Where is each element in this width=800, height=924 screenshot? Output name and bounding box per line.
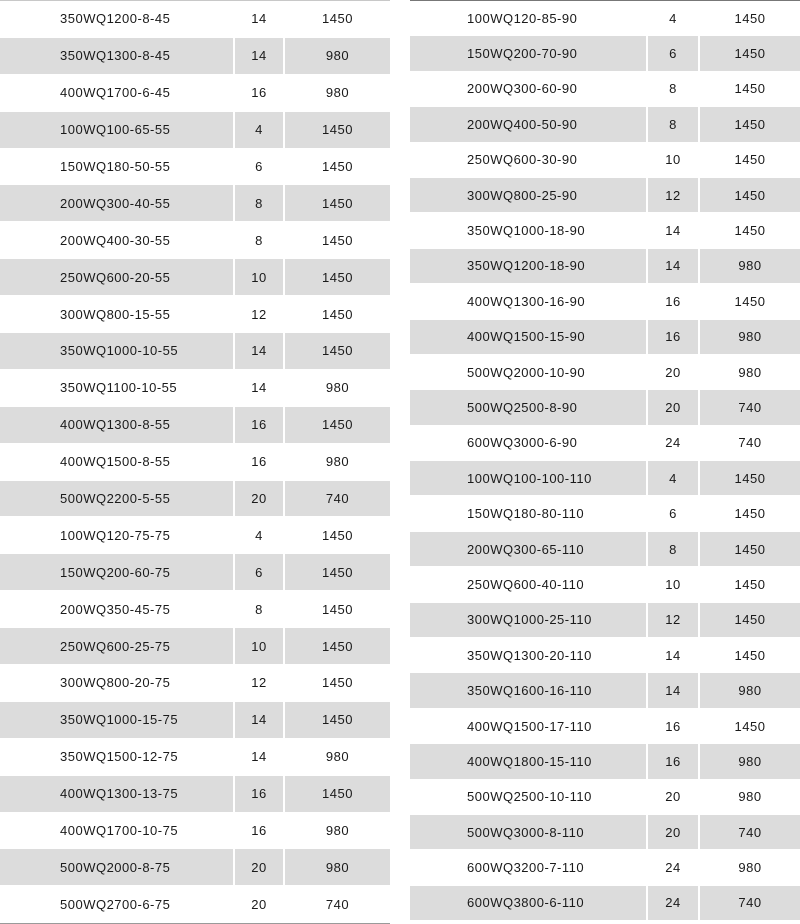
speed-cell: 980: [738, 329, 762, 345]
poles-cell: 12: [235, 665, 285, 701]
poles-cell: 8: [648, 107, 700, 141]
poles-cell: 14: [648, 638, 700, 672]
table-row: [0, 222, 390, 259]
model-cell: 150WQ180-50-55: [0, 149, 235, 185]
speed-cell: 1450: [734, 46, 766, 62]
speed-cell: 740: [325, 896, 350, 912]
speed-cell: 1450: [734, 576, 766, 592]
model-cell: 150WQ180-80-110: [410, 496, 648, 530]
table-row: [410, 567, 800, 602]
speed-cell: 1450: [734, 293, 766, 309]
speed-cell: 1450: [322, 527, 353, 543]
speed-cell: 980: [738, 789, 762, 805]
table-row: [410, 496, 800, 531]
poles-cell: 14: [648, 249, 700, 283]
model-cell: 350WQ1200-18-90: [410, 249, 648, 283]
model-cell: 350WQ1000-15-75: [0, 702, 235, 738]
table-row: [410, 744, 800, 779]
table-row: [410, 178, 800, 213]
model-cell: 500WQ2500-8-90: [410, 390, 648, 424]
speed-cell: 980: [738, 364, 762, 380]
table-row: [0, 149, 390, 186]
speed-cell: 1450: [322, 269, 353, 285]
poles-cell: 8: [648, 72, 700, 106]
speed-cell: 980: [738, 258, 762, 274]
speed-cell: 1450: [322, 786, 353, 802]
poles-cell: 12: [648, 178, 700, 212]
table-row: [0, 776, 390, 813]
poles-cell: 16: [235, 444, 285, 480]
poles-cell: 20: [648, 815, 700, 849]
model-cell: 300WQ1000-25-110: [410, 603, 648, 637]
speed-cell: 1450: [322, 712, 353, 728]
speed-cell: 980: [325, 85, 350, 101]
table-row: [0, 702, 390, 739]
table-row: [0, 38, 390, 75]
model-cell: 350WQ1300-20-110: [410, 638, 648, 672]
speed-cell: 740: [738, 895, 762, 911]
poles-cell: 16: [648, 284, 700, 318]
table-row: [0, 407, 390, 444]
table-row: [410, 249, 800, 284]
right-table: [410, 0, 800, 921]
table-row: [0, 481, 390, 518]
table-row: [0, 628, 390, 665]
poles-cell: 16: [235, 813, 285, 849]
table-row: [0, 75, 390, 112]
poles-cell: 6: [235, 554, 285, 590]
speed-cell: 1450: [322, 159, 353, 174]
poles-cell: 16: [648, 744, 700, 778]
poles-cell: 24: [648, 886, 700, 920]
table-row: [410, 603, 800, 638]
table-row: [410, 355, 800, 390]
poles-cell: 14: [235, 333, 285, 369]
poles-cell: 8: [235, 591, 285, 627]
speed-cell: 1450: [322, 11, 353, 27]
model-cell: 200WQ350-45-75: [0, 591, 235, 627]
poles-cell: 4: [648, 1, 700, 35]
model-cell: 200WQ300-65-110: [410, 532, 648, 566]
poles-cell: 10: [648, 567, 700, 601]
table-row: [0, 739, 390, 776]
speed-cell: 740: [738, 435, 762, 451]
speed-cell: 1450: [322, 417, 353, 433]
model-cell: 250WQ600-40-110: [410, 567, 648, 601]
model-cell: 350WQ1300-8-45: [0, 38, 235, 74]
poles-cell: 10: [235, 628, 285, 664]
speed-cell: 980: [325, 859, 350, 875]
table-row: [0, 849, 390, 886]
poles-cell: 16: [235, 776, 285, 812]
poles-cell: 8: [235, 222, 285, 258]
model-cell: 100WQ120-85-90: [410, 1, 648, 35]
poles-cell: 16: [235, 407, 285, 443]
table-row: [0, 259, 390, 296]
model-cell: 400WQ1700-10-75: [0, 813, 235, 849]
table-row: [410, 461, 800, 496]
model-cell: 600WQ3200-7-110: [410, 850, 648, 884]
speed-cell: 1450: [734, 718, 766, 734]
table-row: [410, 390, 800, 425]
table-row: [0, 517, 390, 554]
model-cell: 100WQ100-65-55: [0, 112, 235, 148]
table-row: [0, 296, 390, 333]
model-cell: 400WQ1700-6-45: [0, 75, 235, 111]
model-cell: 150WQ200-60-75: [0, 554, 235, 590]
table-row: [410, 36, 800, 71]
table-row: [0, 333, 390, 370]
poles-cell: 16: [648, 320, 700, 354]
speed-cell: 980: [325, 454, 350, 470]
speed-cell: 1450: [322, 306, 353, 322]
poles-cell: 24: [648, 850, 700, 884]
model-cell: 300WQ800-15-55: [0, 296, 235, 332]
poles-cell: 20: [648, 355, 700, 389]
poles-cell: 20: [235, 886, 285, 922]
speed-cell: 980: [325, 823, 350, 839]
speed-cell: 980: [325, 380, 350, 396]
speed-cell: 1450: [322, 122, 353, 138]
table-row: [410, 638, 800, 673]
model-cell: 400WQ1500-17-110: [410, 709, 648, 743]
model-cell: 250WQ600-30-90: [410, 143, 648, 177]
table-row: [0, 370, 390, 407]
speed-cell: 1450: [322, 675, 353, 691]
poles-cell: 20: [235, 849, 285, 885]
poles-cell: 20: [648, 390, 700, 424]
speed-cell: 740: [738, 399, 762, 415]
table-row: [410, 815, 800, 850]
poles-cell: 24: [648, 426, 700, 460]
model-cell: 600WQ3800-6-110: [410, 886, 648, 920]
model-cell: 500WQ2000-8-75: [0, 849, 235, 885]
left-table: [0, 0, 390, 924]
table-row: [410, 886, 800, 921]
model-cell: 250WQ600-25-75: [0, 628, 235, 664]
poles-cell: 14: [235, 38, 285, 74]
speed-cell: 1450: [322, 195, 353, 211]
speed-cell: 1450: [734, 506, 766, 522]
poles-cell: 6: [235, 149, 285, 185]
model-cell: 400WQ1500-15-90: [410, 320, 648, 354]
poles-cell: 16: [235, 75, 285, 111]
poles-cell: 8: [648, 532, 700, 566]
model-cell: 350WQ1000-18-90: [410, 213, 648, 247]
poles-cell: 4: [235, 517, 285, 553]
model-cell: 500WQ2000-10-90: [410, 355, 648, 389]
speed-cell: 1450: [322, 638, 353, 654]
model-cell: 350WQ1600-16-110: [410, 673, 648, 707]
poles-cell: 14: [648, 213, 700, 247]
speed-cell: 1450: [734, 470, 766, 486]
model-cell: 100WQ100-100-110: [410, 461, 648, 495]
speed-cell: 980: [738, 683, 762, 699]
table-row: [0, 591, 390, 628]
speed-cell: 1450: [734, 152, 766, 168]
speed-cell: 980: [325, 48, 350, 64]
speed-cell: 980: [325, 749, 350, 765]
speed-cell: 980: [738, 860, 762, 876]
table-row: [0, 112, 390, 149]
model-cell: 250WQ600-20-55: [0, 259, 235, 295]
speed-cell: 1450: [734, 81, 766, 97]
table-row: [410, 320, 800, 355]
model-cell: 500WQ3000-8-110: [410, 815, 648, 849]
speed-cell: 1450: [322, 564, 353, 580]
model-cell: 500WQ2500-10-110: [410, 780, 648, 814]
model-cell: 500WQ2200-5-55: [0, 481, 235, 517]
table-row: [410, 532, 800, 567]
model-cell: 350WQ1100-10-55: [0, 370, 235, 406]
table-row: [0, 886, 390, 923]
poles-cell: 12: [235, 296, 285, 332]
table-row: [0, 813, 390, 850]
table-row: [410, 284, 800, 319]
model-cell: 200WQ400-50-90: [410, 107, 648, 141]
speed-cell: 1450: [322, 232, 353, 248]
model-cell: 200WQ300-40-55: [0, 185, 235, 221]
model-cell: 400WQ1500-8-55: [0, 444, 235, 480]
table-row: [410, 107, 800, 142]
speed-cell: 1450: [734, 10, 766, 26]
table-row: [0, 665, 390, 702]
poles-cell: 14: [235, 370, 285, 406]
table-row: [410, 709, 800, 744]
table-row: [410, 72, 800, 107]
table-row: [0, 554, 390, 591]
table-row: [410, 213, 800, 248]
poles-cell: 4: [235, 112, 285, 148]
poles-cell: 20: [648, 780, 700, 814]
model-cell: 100WQ120-75-75: [0, 517, 235, 553]
speed-cell: 1450: [734, 187, 766, 203]
model-cell: 600WQ3000-6-90: [410, 426, 648, 460]
model-cell: 500WQ2700-6-75: [0, 886, 235, 922]
poles-cell: 20: [235, 481, 285, 517]
poles-cell: 14: [648, 673, 700, 707]
table-row: [410, 780, 800, 815]
model-cell: 400WQ1300-8-55: [0, 407, 235, 443]
model-cell: 200WQ400-30-55: [0, 222, 235, 258]
poles-cell: 8: [235, 185, 285, 221]
speed-cell: 1450: [734, 612, 766, 628]
table-row: [410, 143, 800, 178]
table-row: [410, 850, 800, 885]
poles-cell: 6: [648, 36, 700, 70]
speed-cell: 740: [738, 824, 762, 840]
poles-cell: 4: [648, 461, 700, 495]
table-row: [0, 185, 390, 222]
poles-cell: 16: [648, 709, 700, 743]
speed-cell: 1450: [734, 116, 766, 132]
table-row: [410, 673, 800, 708]
poles-cell: 10: [235, 259, 285, 295]
model-cell: 400WQ1300-13-75: [0, 776, 235, 812]
model-cell: 350WQ1200-8-45: [0, 1, 235, 37]
poles-cell: 12: [648, 603, 700, 637]
speed-cell: 1450: [734, 541, 766, 557]
speed-cell: 1450: [734, 647, 766, 663]
table-row: [410, 426, 800, 461]
speed-cell: 1450: [322, 343, 353, 359]
speed-cell: 1450: [734, 223, 766, 239]
model-cell: 400WQ1300-16-90: [410, 284, 648, 318]
table-row: [0, 1, 390, 38]
model-cell: 350WQ1000-10-55: [0, 333, 235, 369]
table-row: [410, 1, 800, 36]
speed-cell: 740: [325, 491, 350, 507]
poles-cell: 14: [235, 702, 285, 738]
poles-cell: 14: [235, 1, 285, 37]
poles-cell: 10: [648, 143, 700, 177]
model-cell: 400WQ1800-15-110: [410, 744, 648, 778]
model-cell: 200WQ300-60-90: [410, 72, 648, 106]
poles-cell: 6: [648, 496, 700, 530]
model-cell: 300WQ800-20-75: [0, 665, 235, 701]
poles-cell: 14: [235, 739, 285, 775]
table-row: [0, 444, 390, 481]
model-cell: 300WQ800-25-90: [410, 178, 648, 212]
model-cell: 350WQ1500-12-75: [0, 739, 235, 775]
speed-cell: 1450: [322, 601, 353, 617]
speed-cell: 980: [738, 753, 762, 769]
model-cell: 150WQ200-70-90: [410, 36, 648, 70]
